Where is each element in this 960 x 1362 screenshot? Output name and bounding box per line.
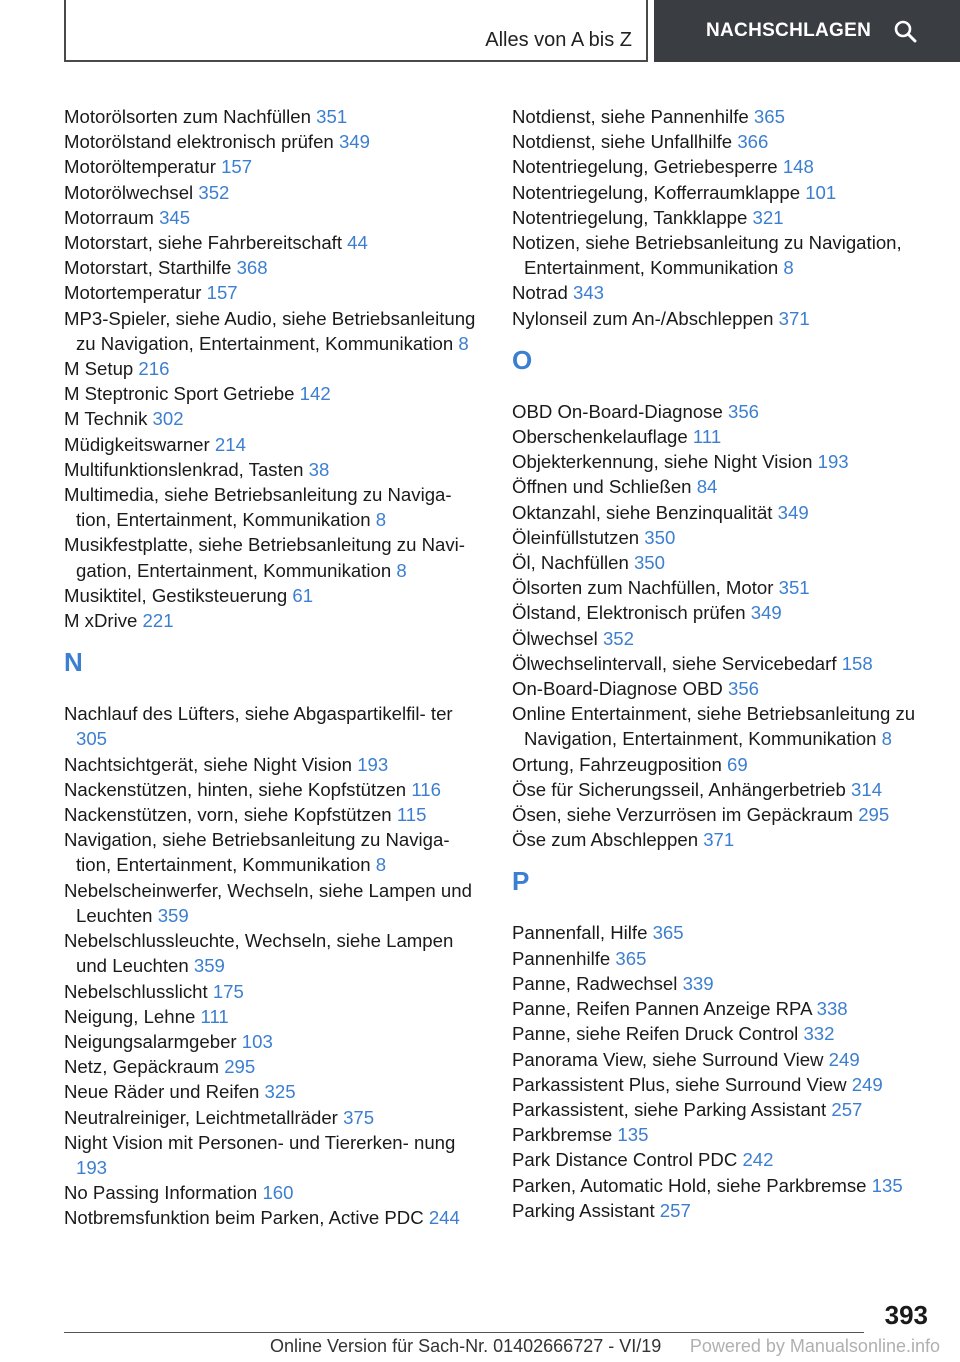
index-entry — [512, 449, 942, 474]
index-entry-term: Objekterkennung, siehe Night Vision — [512, 451, 813, 473]
index-entry — [512, 701, 942, 751]
index-entry-term: On-Board-Diagnose OBD — [512, 678, 723, 700]
index-entry-term: Nebelschlusslicht — [64, 980, 208, 1002]
index-entry-term: Notizen, siehe Betriebsanleitung zu Navigation, Entertainment, Kommunikation — [512, 232, 902, 279]
index-entry-term: Motorölstand elektronisch prüfen — [64, 131, 334, 153]
index-entry — [64, 482, 484, 532]
index-entry-term: Neue Räder und Reifen — [64, 1081, 260, 1103]
index-entry — [512, 500, 942, 525]
index-entry-term: Pannenhilfe — [512, 947, 611, 969]
index-entry — [64, 701, 484, 751]
index-entry-term: Ölstand, Elektronisch prüfen — [512, 602, 746, 624]
index-entry — [64, 827, 484, 877]
page-reference-link[interactable]: 214 — [214, 433, 246, 455]
index-entry-term: MP3-Spieler, siehe Audio, siehe Betriebsanleitung zu Navigation, Entertainment, Kommunikation — [64, 307, 476, 354]
page-reference-link[interactable]: 142 — [299, 383, 331, 405]
page-reference-link[interactable]: 111 — [200, 1005, 229, 1027]
index-entry — [512, 1072, 942, 1097]
page-reference-link[interactable]: 349 — [777, 501, 809, 523]
page-reference-link[interactable]: 339 — [682, 972, 714, 994]
index-entry — [512, 474, 942, 499]
index-entry-term: M Setup — [64, 358, 134, 380]
index-entry — [512, 777, 942, 802]
index-entry-term: Musikfestplatte, siehe Betriebsanleitung zu Navi‐ gation, Entertainment, Kommunikation — [64, 534, 466, 581]
index-entry — [512, 1198, 942, 1223]
page-reference-link[interactable]: 366 — [737, 131, 769, 153]
page-reference-link[interactable]: 349 — [338, 131, 370, 153]
index-entry-term: Motorölsorten zum Nachfüllen — [64, 106, 311, 127]
index-entry-term: Parkbremse — [512, 1124, 613, 1146]
index-entry-term: OBD On-Board-Diagnose — [512, 400, 723, 422]
page-reference-link[interactable]: 325 — [264, 1081, 296, 1103]
index-column-left — [64, 104, 484, 1231]
index-entry — [64, 1180, 484, 1205]
index-entry — [64, 306, 484, 356]
page-reference-link[interactable]: 8 — [396, 559, 407, 581]
page-reference-link[interactable]: 249 — [828, 1048, 860, 1070]
index-entry-term: Öse zum Abschleppen — [512, 829, 699, 851]
index-entry-term: Notentriegelung, Tankklappe — [512, 206, 748, 228]
index-entry-term: Neigung, Lehne — [64, 1005, 196, 1027]
page-reference-link[interactable]: 295 — [224, 1056, 256, 1078]
index-entry-term: Motortemperatur — [64, 282, 202, 304]
index-entry — [64, 608, 484, 633]
index-entry-term: Parking Assistant — [512, 1199, 655, 1221]
page-number: 393 — [884, 1300, 928, 1330]
page-reference-link[interactable]: 371 — [703, 829, 735, 851]
index-entry-term: Neigungsalarmgeber — [64, 1030, 237, 1052]
index-entry — [64, 1130, 484, 1180]
index-entry-term: Nebelschlussleuchte, Wechseln, siehe Lampen und Leuchten — [64, 930, 454, 977]
index-entry-term: Oktanzahl, siehe Benzinqualität — [512, 501, 773, 523]
index-entry — [64, 1079, 484, 1104]
section-title: Alles von A bis Z — [485, 29, 632, 51]
index-entry — [512, 104, 942, 129]
page-reference-link[interactable]: 111 — [692, 426, 722, 448]
index-entry-term: Nackenstützen, vorn, siehe Kopfstützen — [64, 804, 392, 826]
index-entry — [512, 1173, 942, 1198]
index-entry-term: Musiktitel, Gestiksteuerung — [64, 584, 288, 606]
page-reference-link[interactable]: 371 — [778, 307, 810, 329]
index-entry — [512, 651, 942, 676]
index-entry-term: Parkassistent Plus, siehe Surround View — [512, 1073, 847, 1095]
page-reference-link[interactable]: 295 — [858, 804, 890, 826]
index-entry — [512, 827, 942, 852]
page-reference-link[interactable]: 216 — [138, 358, 170, 380]
index-entry — [512, 550, 942, 575]
index-entry-term: Öffnen und Schließen — [512, 476, 692, 498]
page-reference-link[interactable]: 321 — [752, 206, 784, 228]
page-reference-link[interactable]: 314 — [851, 778, 883, 800]
index-entry — [512, 399, 942, 424]
index-entry-term: Notrad — [512, 282, 568, 304]
index-entry — [64, 280, 484, 305]
index-entry-term: Notbremsfunktion beim Parken, Active PDC — [64, 1207, 424, 1229]
index-entry — [64, 1205, 484, 1230]
index-entry — [64, 129, 484, 154]
index-entry-term: Parken, Automatic Hold, siehe Parkbremse — [512, 1174, 867, 1196]
index-entry — [64, 432, 484, 457]
index-entry — [512, 1047, 942, 1072]
index-entry-term: Ölwechsel — [512, 627, 598, 649]
index-entry — [512, 1021, 942, 1046]
index-entry — [64, 1054, 484, 1079]
index-entry-term: Öleinfüllstutzen — [512, 526, 640, 548]
page-reference-link[interactable]: 61 — [292, 584, 314, 606]
page-reference-link[interactable]: 193 — [817, 451, 849, 473]
index-entry-term: M Technik — [64, 408, 148, 430]
index-entry — [64, 928, 484, 978]
page-reference-link[interactable]: 350 — [633, 552, 665, 574]
page-reference-link[interactable]: 257 — [831, 1098, 863, 1120]
index-entry-term: Notentriegelung, Kofferraumklappe — [512, 181, 801, 203]
index-entry — [64, 1029, 484, 1054]
index-letter-heading: N — [64, 647, 83, 678]
index-entry-term: Nebelscheinwerfer, Wechseln, siehe Lampen und Leuchten — [64, 879, 472, 926]
page-reference-link[interactable]: 349 — [750, 602, 782, 624]
index-entry-term: Ölsorten zum Nachfüllen, Motor — [512, 577, 774, 599]
index-entry-term: Motorstart, siehe Fahrbereitschaft — [64, 232, 342, 254]
page-reference-link[interactable]: 352 — [198, 181, 230, 203]
page-reference-link[interactable]: 8 — [375, 854, 387, 876]
index-entry — [64, 532, 484, 582]
index-entry — [512, 676, 942, 701]
index-entry-term: Öl, Nachfüllen — [512, 552, 629, 574]
index-entry-term: Müdigkeitswarner — [64, 433, 210, 455]
index-entry — [64, 777, 484, 802]
page-reference-link[interactable]: 244 — [428, 1207, 460, 1229]
index-entry-term: Panorama View, siehe Surround View — [512, 1048, 824, 1070]
page-reference-link[interactable]: 345 — [159, 206, 191, 228]
index-entry — [512, 230, 942, 280]
index-entry — [64, 180, 484, 205]
page-reference-link[interactable]: 193 — [357, 753, 389, 775]
page-reference-link[interactable]: 359 — [157, 904, 189, 926]
index-entry — [512, 180, 942, 205]
index-entry — [512, 306, 942, 331]
index-entry-term: Ölwechselintervall, siehe Servicebedarf — [512, 652, 837, 674]
index-entry-term: Online Entertainment, siehe Betriebsanleitung zu Navigation, Entertainment, Kommunikation — [512, 703, 916, 750]
page-reference-link[interactable]: 157 — [206, 282, 238, 304]
index-entry-term: Nachlauf des Lüfters, siehe Abgaspartikelfil‐ ter — [64, 703, 453, 725]
page-reference-link[interactable]: 157 — [221, 156, 253, 178]
index-entry — [512, 1122, 942, 1147]
page-reference-link[interactable]: 375 — [343, 1106, 375, 1128]
page-reference-link[interactable]: 148 — [782, 156, 814, 178]
index-entry — [512, 626, 942, 651]
online-version-text: Online Version für Sach-Nr. 01402666727 - VI/19 — [270, 1336, 662, 1356]
index-entry — [64, 205, 484, 230]
index-entry-term: Neutralreiniger, Leichtmetallräder — [64, 1106, 338, 1128]
index-entry — [512, 154, 942, 179]
page-reference-link[interactable]: 242 — [742, 1149, 774, 1171]
page-reference-link[interactable]: 115 — [396, 804, 427, 826]
index-entry-term: Multimedia, siehe Betriebsanleitung zu Naviga‐ tion, Entertainment, Kommunikation — [64, 484, 452, 531]
watermark: Powered by Manualsonline.info — [689, 1336, 940, 1356]
index-entry — [512, 424, 942, 449]
index-entry-term: Netz, Gepäckraum — [64, 1056, 220, 1078]
page-reference-link[interactable]: 116 — [411, 778, 441, 800]
index-entry — [64, 104, 484, 129]
index-entry-term: Nachtsichtgerät, siehe Night Vision — [64, 753, 353, 775]
index-entry-term: Motorölwechsel — [64, 181, 194, 203]
index-entry — [512, 996, 942, 1021]
page-reference-link[interactable]: 38 — [308, 458, 330, 480]
index-entry — [512, 752, 942, 777]
index-entry — [512, 525, 942, 550]
page-reference-link[interactable]: 193 — [76, 1156, 108, 1178]
index-letter-heading: O — [512, 344, 533, 375]
index-entry — [64, 356, 484, 381]
page-reference-link[interactable]: 305 — [76, 728, 108, 750]
index-entry — [64, 979, 484, 1004]
index-entry-term: Panne, Radwechsel — [512, 972, 678, 994]
index-entry — [512, 205, 942, 230]
index-entry — [512, 1097, 942, 1122]
page-reference-link[interactable]: 359 — [193, 955, 225, 977]
index-entry — [512, 971, 942, 996]
page-reference-link[interactable]: 343 — [572, 282, 605, 304]
page-header — [0, 0, 960, 66]
index-entry-term: No Passing Information — [64, 1182, 258, 1204]
page-reference-link[interactable]: 175 — [212, 980, 244, 1002]
search-icon[interactable] — [893, 19, 917, 43]
page-reference-link[interactable]: 351 — [316, 106, 348, 127]
index-entry — [64, 878, 484, 928]
page-reference-link[interactable]: 351 — [778, 577, 810, 599]
index-entry-term: Parkassistent, siehe Parking Assistant — [512, 1098, 827, 1120]
page-reference-link[interactable]: 44 — [347, 232, 368, 254]
index-entry-term: Motorraum — [64, 206, 154, 228]
page-reference-link[interactable]: 135 — [617, 1124, 649, 1146]
index-entry — [64, 583, 484, 608]
page-reference-link[interactable]: 160 — [262, 1182, 294, 1204]
index-entry — [64, 1004, 484, 1029]
index-entry-term: Navigation, siehe Betriebsanleitung zu Naviga‐ tion, Entertainment, Kommunikation — [64, 829, 450, 876]
page-reference-link[interactable]: 221 — [142, 610, 174, 632]
tab-label: NACHSCHLAGEN — [706, 20, 872, 41]
index-entry — [512, 802, 942, 827]
index-entry-term: Panne, Reifen Pannen Anzeige RPA — [512, 998, 812, 1020]
page-reference-link[interactable]: 8 — [375, 509, 387, 531]
index-entry — [64, 457, 484, 482]
page-reference-link[interactable]: 8 — [881, 728, 892, 750]
index-entry-term: Nylonseil zum An-/Abschleppen — [512, 307, 774, 329]
page-reference-link[interactable]: 365 — [652, 922, 684, 944]
page-reference-link[interactable]: 356 — [728, 400, 760, 422]
index-entry — [64, 406, 484, 431]
index-entry-term: Ortung, Fahrzeugposition — [512, 753, 722, 775]
page-reference-link[interactable]: 338 — [816, 998, 848, 1020]
page-reference-link[interactable]: 8 — [783, 257, 794, 279]
index-entry-term: Multifunktionslenkrad, Tasten — [64, 458, 304, 480]
index-entry — [64, 154, 484, 179]
index-entry — [512, 600, 942, 625]
index-entry — [64, 802, 484, 827]
footer-divider — [64, 1332, 864, 1333]
page-reference-link[interactable]: 249 — [851, 1073, 883, 1095]
index-entry-term: Oberschenkelauflage — [512, 426, 688, 448]
page-reference-link[interactable]: 84 — [696, 476, 718, 498]
index-entry-term: Motorstart, Starthilfe — [64, 257, 232, 279]
page-reference-link[interactable]: 69 — [727, 753, 748, 775]
page-reference-link[interactable]: 8 — [458, 332, 469, 354]
page-reference-link[interactable]: 365 — [615, 947, 647, 969]
index-entry-term: Park Distance Control PDC — [512, 1149, 738, 1171]
index-entry — [512, 920, 942, 945]
index-entry-term: Pannenfall, Hilfe — [512, 922, 648, 944]
page-reference-link[interactable]: 352 — [602, 627, 634, 649]
page-reference-link[interactable]: 350 — [644, 526, 676, 548]
index-entry — [64, 230, 484, 255]
page-reference-link[interactable]: 135 — [871, 1174, 903, 1196]
index-entry-term: Night Vision mit Personen- und Tiererken‐ nung — [64, 1131, 456, 1153]
index-entry — [512, 946, 942, 971]
page-reference-link[interactable]: 368 — [236, 257, 268, 279]
index-entry-term: M Steptronic Sport Getriebe — [64, 383, 295, 405]
section-title-box — [64, 0, 648, 62]
index-entry — [512, 575, 942, 600]
nachschlagen-tab[interactable] — [654, 0, 960, 62]
page-reference-link[interactable]: 257 — [659, 1199, 691, 1221]
index-entry — [64, 752, 484, 777]
index-entry-term: M xDrive — [64, 610, 138, 632]
index-entry — [64, 1105, 484, 1130]
index-letter-heading: P — [512, 866, 530, 897]
index-entry — [512, 1147, 942, 1172]
index-entry-term: Nackenstützen, hinten, siehe Kopfstützen — [64, 778, 407, 800]
index-entry-term: Panne, siehe Reifen Druck Control — [512, 1023, 799, 1045]
page-reference-link[interactable]: 365 — [753, 106, 785, 127]
index-column-right — [512, 104, 942, 1223]
page-reference-link[interactable]: 103 — [241, 1030, 273, 1052]
page-reference-link[interactable]: 158 — [841, 652, 873, 674]
index-entry-term: Notentriegelung, Getriebesperre — [512, 156, 778, 178]
page-reference-link[interactable]: 332 — [803, 1023, 835, 1045]
index-entry-term: Ösen, siehe Verzurrösen im Gepäckraum — [512, 804, 854, 826]
index-entry-term: Öse für Sicherungsseil, Anhängerbetrieb — [512, 778, 846, 800]
index-entry — [64, 381, 484, 406]
page-reference-link[interactable]: 101 — [805, 181, 837, 203]
index-entry — [512, 280, 942, 305]
index-entry-term: Motoröltemperatur — [64, 156, 216, 178]
index-entry-term: Notdienst, siehe Pannenhilfe — [512, 106, 749, 127]
index-entry — [512, 129, 942, 154]
index-entry — [64, 255, 484, 280]
page-reference-link[interactable]: 302 — [152, 408, 184, 430]
index-entry-term: Notdienst, siehe Unfallhilfe — [512, 131, 733, 153]
page-reference-link[interactable]: 356 — [728, 678, 760, 700]
